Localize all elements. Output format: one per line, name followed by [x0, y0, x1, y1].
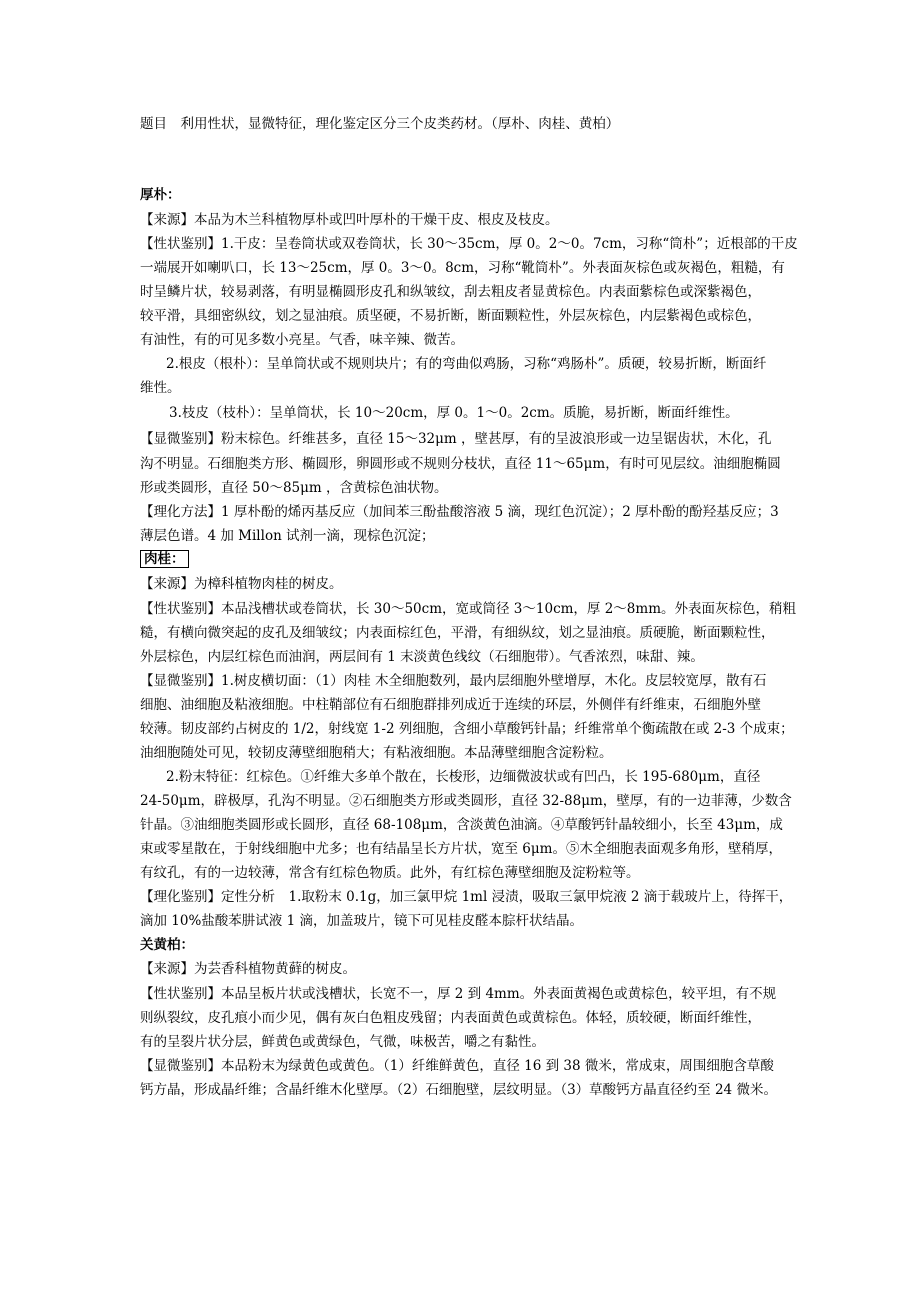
houpo-root-bark-cont: 维性。 — [140, 380, 181, 396]
houpo-microscopy-line: 沟不明显。石细胞类方形、椭圆形，卵圆形或不规则分枝状，直径 11～65μm，有时可见层纹。油细胞椭圆 — [140, 456, 781, 472]
houpo-chemistry-line: 【理化方法】1 厚朴酚的烯丙基反应（加间苯三酚盐酸溶液 5 滴，现红色沉淀）；2 厚朴酚的酚羟基反应；3 — [140, 504, 779, 520]
huangbai-appearance-line: 则纵裂纹，皮孔痕小而少见，偶有灰白色粗皮残留；内表面黄色或黄棕色。体轻，质较硬，断面纤维性， — [140, 1010, 761, 1026]
rougui-powder-line: 2.粉末特征：红棕色。①纤维大多单个散在，长梭形，边缅微波状或有凹凸，长 195-680μm，直径 — [166, 769, 761, 785]
huangbai-microscopy-line: 钙方晶，形成晶纤维；含晶纤维木化壁厚。（2）石细胞壁，层纹明显。（3）草酸钙方晶直径约至 24 微米。 — [140, 1082, 777, 1098]
houpo-appearance-line: 【性状鉴别】1.干皮：呈卷筒状或双卷筒状，长 30～35cm，厚 0。2～0。7cm，习称“筒朴”；近根部的干皮 — [140, 236, 798, 252]
rougui-source: 【来源】为樟科植物肉桂的树皮。 — [140, 576, 343, 592]
houpo-appearance-line: 较平滑，具细密纵纹，划之显油痕。质坚硬，不易折断，断面颗粒性，外层灰棕色，内层紫褐色或棕色， — [140, 308, 761, 324]
rougui-powder-line: 束或零星散在，于射线细胞中尤多；也有结晶呈长方片状，宽至 6μm。⑤木全细胞表面观多角形，壁稍厚， — [140, 841, 782, 857]
huangbai-microscopy-line: 【显微鉴别】本品粉末为绿黄色或黄色。（1）纤维鲜黄色，直径 16 到 38 微米，常成束，周围细胞含草酸 — [140, 1058, 774, 1074]
houpo-microscopy-line: 形或类圆形，直径 50～85μm ，含黄棕色油状物。 — [140, 480, 448, 496]
huangbai-appearance-line: 有的呈裂片状分层，鲜黄色或黄绿色，气微，味极苦，嚼之有黏性。 — [140, 1034, 545, 1050]
rougui-chemistry-line: 滴加 10%盐酸苯肼试液 1 滴，加盖玻片，镜下可见桂皮醛本腙杆状结晶。 — [140, 913, 583, 929]
rougui-appearance-line: 【性状鉴别】本品浅槽状或卷筒状，长 30～50cm，宽或筒径 3～10cm，厚 2～8mm。外表面灰棕色，稍粗 — [140, 601, 797, 617]
section-heading-houpo: 厚朴： — [140, 187, 181, 203]
huangbai-appearance-line: 【性状鉴别】本品呈板片状或浅槽状，长宽不一，厚 2 到 4mm。外表面黄褐色或黄棕色，较平坦，有不规 — [140, 986, 777, 1002]
houpo-chemistry-line: 薄层色谱。4 加 Millon 试剂一滴，现棕色沉淀； — [140, 528, 435, 544]
houpo-microscopy-line: 【显微鉴别】粉末棕色。纤维甚多，直径 15～32μm ，壁甚厚，有的呈波浪形或一边呈锯齿状，木化，孔 — [140, 431, 772, 447]
section-heading-rougui: 肉桂： — [140, 550, 189, 568]
houpo-appearance-line: 有油性，有的可见多数小亮星。气香，味辛辣、微苦。 — [140, 332, 464, 348]
houpo-appearance-line: 一端展开如喇叭口，长 13～25cm，厚 0。3～0。8cm，习称“靴筒朴”。外表面灰棕色或灰褐色，粗糙，有 — [140, 260, 785, 276]
houpo-root-bark: 2.根皮（根朴）：呈单筒状或不规则块片；有的弯曲似鸡肠，习称“鸡肠朴”。质硬，较易折断，断面纤 — [166, 356, 767, 372]
rougui-microscopy-line: 较薄。韧皮部约占树皮的 1/2，射线宽 1-2 列细胞，含细小草酸钙针晶；纤维常单个衡疏散在或 2-3 个成束； — [140, 721, 794, 737]
rougui-microscopy-line: 细胞、油细胞及粘液细胞。中柱鞘部位有石细胞群排列成近于连续的环层，外侧伴有纤维束，石细胞外壁 — [140, 697, 761, 713]
rougui-microscopy-line: 【显微鉴别】1.树皮横切面：（1）肉桂 木全细胞数列，最内层细胞外壁增厚，木化。皮层较宽厚，散有石 — [140, 673, 767, 689]
rougui-microscopy-line: 油细胞随处可见，较韧皮薄壁细胞稍大；有粘液细胞。本品薄壁细胞含淀粉粒。 — [140, 745, 613, 761]
houpo-branch-bark: 3.枝皮（枝朴）：呈单筒状，长 10～20cm，厚 0。1～0。2cm。质脆，易折断，断面纤维性。 — [169, 405, 739, 421]
question-title: 题目 利用性状，显微特征，理化鉴定区分三个皮类药材。（厚朴、肉桂、黄柏） — [140, 116, 620, 132]
rougui-powder-line: 针晶。③油细胞类圆形或长圆形，直径 68-108μm，含淡黄色油滴。④草酸钙针晶较细小，长至 43μm，成 — [140, 817, 783, 833]
huangbai-source: 【来源】为芸香科植物黄藓的树皮。 — [140, 961, 356, 977]
rougui-chemistry-line: 【理化鉴别】定性分析 1.取粉末 0.1g，加三氯甲烷 1ml 浸渍，吸取三氯甲烷液 2 滴于载玻片上，待挥干， — [140, 889, 793, 905]
rougui-powder-line: 24-50μm，辟极厚，孔沟不明显。②石细胞类方形或类圆形，直径 32-88μm，壁厚，有的一边菲薄，少数含 — [140, 793, 792, 809]
houpo-source: 【来源】本品为木兰科植物厚朴或凹叶厚朴的干燥干皮、根皮及枝皮。 — [140, 212, 559, 228]
rougui-appearance-line: 糙，有横向微突起的皮孔及细皱纹；内表面棕红色，平滑，有细纵纹，划之显油痕。质硬脆，断面颗粒性， — [140, 625, 775, 641]
section-heading-rougui-wrap — [140, 550, 790, 568]
houpo-appearance-line: 时呈鳞片状，较易剥落，有明显椭圆形皮孔和纵皱纹，刮去粗皮者显黄棕色。内表面紫棕色或深紫褐色， — [140, 284, 761, 300]
rougui-appearance-line: 外层棕色，内层红棕色而油润，两层间有 1 末淡黄色线纹（石细胞带）。气香浓烈，味甜、辣。 — [140, 649, 704, 665]
section-heading-huangbai: 关黄柏： — [140, 937, 194, 953]
rougui-powder-line: 有纹孔，有的一边较薄，常含有红棕色物质。此外，有红棕色薄壁细胞及淀粉粒等。 — [140, 865, 640, 881]
